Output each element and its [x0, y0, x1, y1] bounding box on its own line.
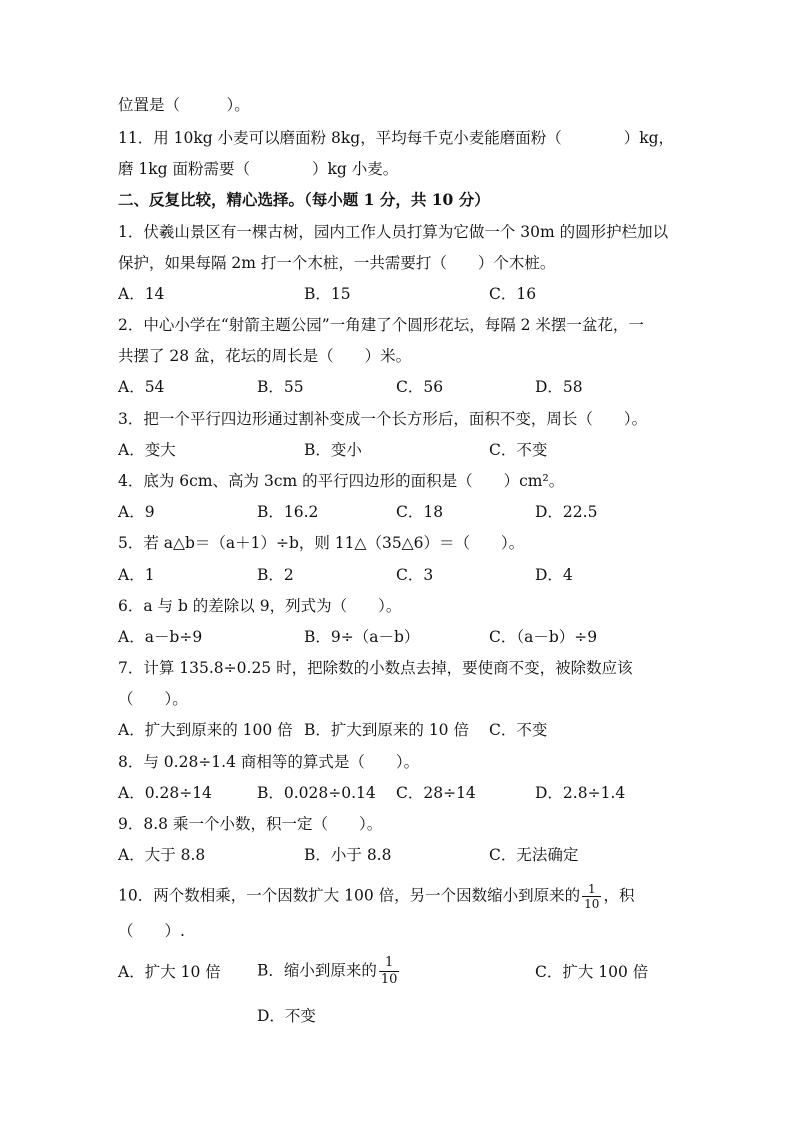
q3-option-a[interactable]: A．变大 — [118, 441, 176, 459]
q10-text-line2: （ ）. — [118, 922, 185, 940]
q2-text-line2: 共摆了 28 盆，花坛的周长是（ ）米。 — [118, 347, 412, 365]
q6-option-c[interactable]: C．（a－b）÷9 — [489, 628, 598, 646]
q9-option-b[interactable]: B．小于 8.8 — [304, 846, 392, 864]
q3-option-c[interactable]: C．不变 — [489, 441, 548, 459]
q10-option-b-fraction-denominator: 10 — [380, 972, 398, 987]
q10-fraction-numerator: 1 — [587, 882, 596, 896]
q4-option-d[interactable]: D．22.5 — [535, 503, 598, 521]
q9-option-c[interactable]: C．无法确定 — [489, 846, 579, 864]
q2-option-b[interactable]: B．55 — [257, 378, 304, 396]
q8-text: 8．与 0.28÷1.4 商相等的算式是（ ）。 — [118, 753, 420, 771]
q10-text-post: ，积 — [603, 886, 635, 905]
q6-option-a[interactable]: A．a－b÷9 — [118, 628, 203, 646]
q2-option-a[interactable]: A．54 — [118, 378, 165, 396]
q8-option-b[interactable]: B．0.028÷0.14 — [257, 784, 376, 802]
q3-text: 3．把一个平行四边形通过割补变成一个长方形后，面积不变，周长（ ）。 — [118, 410, 648, 428]
q5-option-c[interactable]: C．3 — [396, 566, 434, 584]
q6-option-b[interactable]: B．9÷（a－b） — [304, 628, 420, 646]
q9-option-a[interactable]: A．大于 8.8 — [118, 846, 206, 864]
q1-text-line2: 保护，如果每隔 2m 打一个木桩，一共需要打（ ）个木桩。 — [118, 254, 556, 272]
q1-option-c[interactable]: C．16 — [489, 285, 537, 303]
q4-option-b[interactable]: B．16.2 — [257, 503, 319, 521]
q10-text-line1 — [118, 882, 634, 911]
q2-text-line1: 2．中心小学在“射箭主题公园”一角建了个圆形花坛，每隔 2 米摆一盆花，一 — [118, 316, 644, 334]
q2-option-d[interactable]: D．58 — [535, 378, 583, 396]
q10-option-a[interactable]: A．扩大 10 倍 — [118, 963, 221, 981]
q4-option-c[interactable]: C．18 — [396, 503, 444, 521]
q7-text-line1: 7．计算 135.8÷0.25 时，把除数的小数点去掉，要使商不变，被除数应该 — [118, 659, 633, 677]
q10-fraction-denominator: 10 — [584, 897, 600, 911]
q1-option-b[interactable]: B．15 — [304, 285, 351, 303]
section-heading: 二、反复比较，精心选择。（每小题 1 分，共 10 分） — [118, 190, 490, 209]
q8-option-d[interactable]: D．2.8÷1.4 — [535, 784, 626, 802]
q6-text: 6．a 与 b 的差除以 9，列式为（ ）。 — [118, 597, 402, 615]
fill-blank-q10-tail: 位置是（ ）。 — [118, 96, 250, 114]
q3-option-b[interactable]: B．变小 — [304, 441, 362, 459]
q2-option-c[interactable]: C．56 — [396, 378, 444, 396]
q4-text: 4．底为 6cm、高为 3cm 的平行四边形的面积是（ ）cm²。 — [118, 472, 565, 490]
fill-blank-q11-line1: 11．用 10kg 小麦可以磨面粉 8kg，平均每千克小麦能磨面粉（ ）kg， — [118, 129, 675, 147]
q5-option-b[interactable]: B．2 — [257, 566, 294, 584]
q9-text: 9．8.8 乘一个小数，积一定（ ）。 — [118, 815, 383, 833]
q5-option-d[interactable]: D．4 — [535, 566, 573, 584]
q10-option-b[interactable] — [257, 955, 401, 988]
q7-text-line2: （ ）。 — [118, 690, 188, 708]
q8-option-c[interactable]: C．28÷14 — [396, 784, 476, 802]
q1-text-line1: 1．伏羲山景区有一棵古树，园内工作人员打算为它做一个 30m 的圆形护栏加以 — [118, 223, 669, 241]
q10-option-c[interactable]: C．扩大 100 倍 — [535, 963, 649, 981]
q1-option-a[interactable]: A．14 — [118, 285, 165, 303]
q10-option-d[interactable]: D．不变 — [257, 1007, 316, 1025]
q5-option-a[interactable]: A．1 — [118, 566, 155, 584]
fill-blank-q11-line2: 磨 1kg 面粉需要（ ）kg 小麦。 — [118, 160, 399, 178]
q7-option-a[interactable]: A．扩大到原来的 100 倍 — [118, 721, 293, 739]
q5-text: 5．若 a△b＝（a＋1）÷b，则 11△（35△6）＝（ ）。 — [118, 534, 525, 552]
q10-option-b-text: B．缩小到原来的 — [257, 961, 377, 980]
q7-option-c[interactable]: C．不变 — [489, 721, 548, 739]
q10-text-pre: 10．两个数相乘，一个因数扩大 100 倍，另一个因数缩小到原来的 — [118, 886, 581, 905]
q7-option-b[interactable]: B．扩大到原来的 10 倍 — [304, 721, 469, 739]
q8-option-a[interactable]: A．0.28÷14 — [118, 784, 212, 802]
q10-fraction — [582, 882, 601, 911]
q10-option-b-fraction — [379, 955, 400, 988]
q4-option-a[interactable]: A．9 — [118, 503, 155, 521]
q10-option-b-fraction-numerator: 1 — [385, 955, 394, 970]
